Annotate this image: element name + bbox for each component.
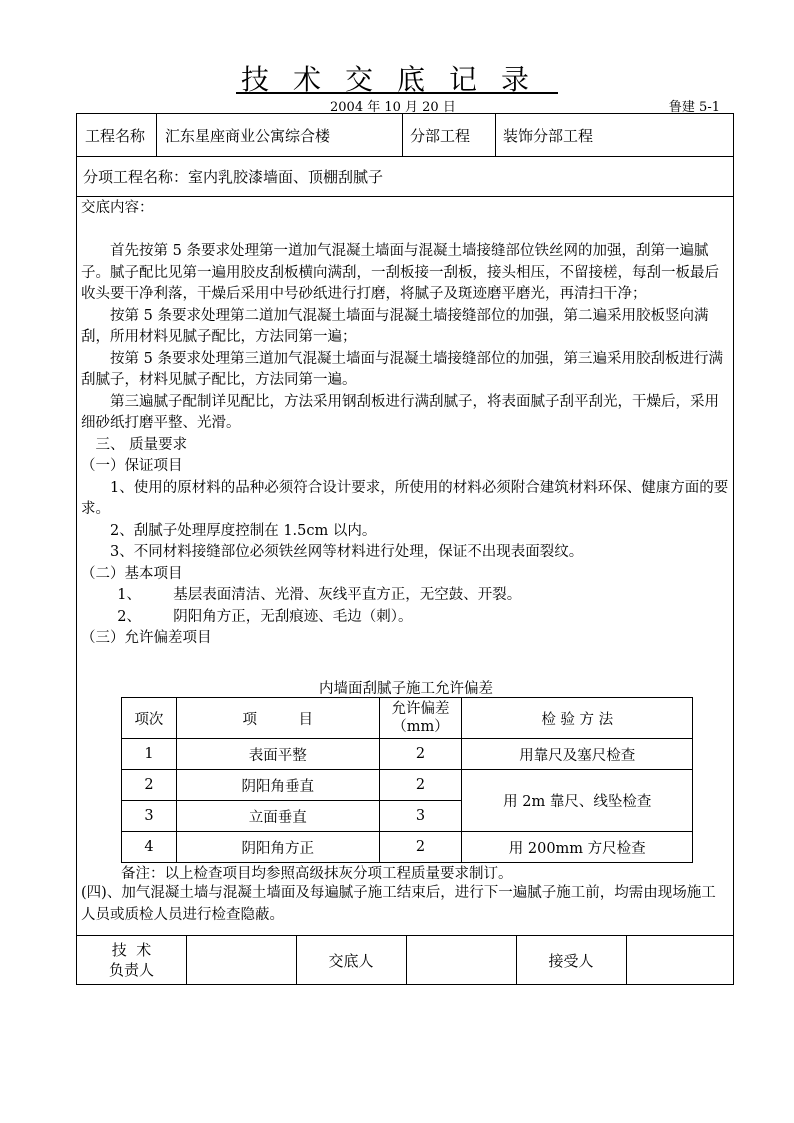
cell-method: 用 2m 靠尺、线坠检查	[462, 770, 693, 832]
cell-tolerance: 2	[379, 770, 462, 801]
section-heading: 三、 质量要求	[95, 436, 188, 453]
col-divider	[402, 114, 403, 156]
header-cell: 允许偏差（mm）	[379, 698, 462, 739]
subsection-heading: （二）基本项目	[81, 565, 183, 582]
list-item: 2、刮腻子处理厚度控制在 1.5cm 以内。	[110, 522, 377, 539]
subsection-heading: （三）允许偏差项目	[81, 630, 212, 646]
paragraph: 第三遍腻子配制详见配比，方法采用钢刮板进行满刮腻子，将表面腻子刮平刮光，干燥后，采用细砂纸打磨平整、光滑。	[81, 393, 719, 431]
header-cell: 项 目	[176, 698, 379, 739]
tech-lead-label-line2: 负责人	[108, 961, 154, 979]
cell-tolerance: 2	[379, 739, 462, 770]
content-label: 交底内容：	[81, 200, 154, 216]
blank-line	[81, 220, 729, 242]
tech-lead-label	[77, 940, 186, 980]
list-item: 3、不同材料接缝部位必须铁丝网等材料进行处理，保证不出现表面裂纹。	[110, 544, 584, 560]
record-form	[76, 113, 734, 985]
list-item: 1、 基层表面清洁、光滑、灰线平直方正，无空鼓、开裂。	[117, 587, 522, 603]
paragraph-four: (四)、加气混凝土墙与混凝土墙面及每遍腻子施工结束后，进行下一遍腻子施工前，均需由现场施工人员或质检人员进行检查隐蔽。	[81, 885, 716, 923]
cell-no: 2	[122, 770, 177, 801]
row-divider	[77, 935, 733, 936]
list-item: 2、 阴阳角方正，无刮痕迹、毛边（刺）。	[117, 608, 413, 625]
col-divider	[186, 935, 187, 985]
cell-item: 阴阳角垂直	[176, 770, 379, 801]
handover-person-label: 交底人	[328, 952, 374, 970]
document-title: 技术交底记录	[240, 63, 553, 96]
paragraph: 首先按第 5 条要求处理第一道加气混凝土墙面与混凝土墙接缝部位铁丝网的加强，刮第一遍腻子。腻子配比见第一遍用胶皮刮板横向满刮，一刮板接一刮板，接头相压，不留接槎，每刮一板最后收头要干净利落，干燥后采用中号砂纸进行打磨，将腻子及斑迹磨平磨光，再清扫干净；	[81, 243, 719, 302]
deviation-table	[121, 697, 693, 863]
handover-content	[81, 198, 729, 650]
cell-tolerance: 3	[379, 801, 462, 832]
form-code: 鲁建 5-1	[668, 100, 720, 115]
paragraph: 按第 5 条要求处理第三道加气混凝土墙面与混凝土墙接缝部位的加强，第三遍采用胶刮板进行满刮腻子，材料见腻子配比，方法同第一遍。	[81, 350, 723, 388]
division-label: 分部工程	[410, 127, 471, 145]
row-divider	[77, 156, 733, 157]
table-title: 内墙面刮腻子施工允许偏差	[319, 681, 493, 697]
subitem-name: 分项工程名称：室内乳胶漆墙面、顶棚刮腻子	[83, 168, 384, 186]
project-name-value: 汇东星座商业公寓综合楼	[165, 127, 331, 145]
cell-method: 用 200mm 方尺检查	[462, 832, 693, 863]
cell-item: 立面垂直	[176, 801, 379, 832]
table-row	[122, 832, 693, 863]
division-value: 装饰分部工程	[503, 127, 594, 145]
tech-lead-label-line1: 技 术	[111, 941, 152, 959]
table-row	[122, 770, 693, 801]
header-cell: 项次	[122, 698, 177, 739]
receiver-label: 接受人	[548, 952, 594, 970]
cell-no: 1	[122, 739, 177, 770]
col-divider	[156, 114, 157, 156]
table-row	[122, 739, 693, 770]
col-divider	[495, 114, 496, 156]
document-date: 2004 年 10 月 20 日	[330, 100, 456, 115]
cell-tolerance: 2	[379, 832, 462, 863]
paragraph: 按第 5 条要求处理第二道加气混凝土墙面与混凝土墙接缝部位的加强，第二遍采用胶板竖向满刮，所用材料见腻子配比，方法同第一遍；	[81, 307, 709, 345]
cell-method: 用靠尺及塞尺检查	[462, 739, 693, 770]
subsection-heading: （一）保证项目	[81, 458, 183, 474]
col-divider	[626, 935, 627, 985]
table-note: 备注：以上检查项目均参照高级抹灰分项工程质量要求制订。	[121, 866, 513, 882]
header-cell: 检 验 方 法	[462, 698, 693, 739]
col-divider	[406, 935, 407, 985]
list-item: 1、使用的原材料的品种必须符合设计要求，所使用的材料必须附合建筑材料环保、健康方面的要求。	[81, 479, 729, 517]
row-divider	[77, 196, 733, 197]
cell-item: 表面平整	[176, 739, 379, 770]
cell-no: 4	[122, 832, 177, 863]
project-name-label: 工程名称	[85, 127, 146, 145]
table-header-row	[122, 698, 693, 739]
cell-no: 3	[122, 801, 177, 832]
cell-item: 阴阳角方正	[176, 832, 379, 863]
title-underline	[236, 92, 558, 94]
